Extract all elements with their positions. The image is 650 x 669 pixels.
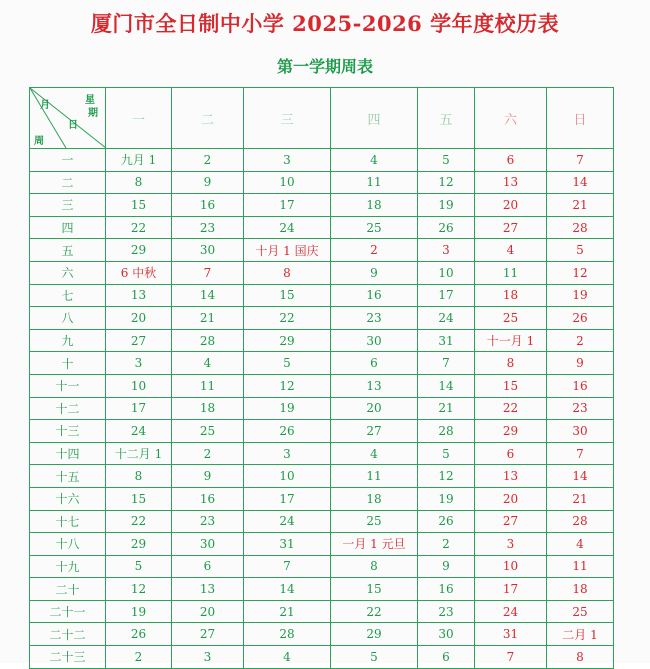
- date-cell: 21: [244, 600, 331, 623]
- date-cell: 30: [547, 420, 614, 443]
- date-cell: 2: [106, 646, 172, 669]
- date-cell: 19: [418, 194, 475, 217]
- date-cell: 3: [244, 149, 331, 172]
- date-cell: 29: [331, 623, 418, 646]
- table-row: [30, 623, 614, 646]
- date-cell: 27: [475, 510, 547, 533]
- week-number-cell: 十三: [30, 420, 106, 443]
- date-cell: 13: [475, 171, 547, 194]
- day-header-wed: 三: [244, 88, 331, 149]
- date-cell: 19: [418, 487, 475, 510]
- corner-header-cell: [30, 88, 106, 149]
- date-cell: 30: [418, 623, 475, 646]
- date-cell: 9: [331, 261, 418, 284]
- date-cell: 9: [418, 555, 475, 578]
- date-cell: 9: [172, 171, 244, 194]
- date-cell: 22: [106, 510, 172, 533]
- date-cell: 16: [418, 578, 475, 601]
- week-number-cell: 二十二: [30, 623, 106, 646]
- day-header-mon: 一: [106, 88, 172, 149]
- table-row: [30, 420, 614, 443]
- date-cell: 十二月 1: [106, 442, 172, 465]
- date-cell: 2: [331, 239, 418, 262]
- date-cell: 9: [172, 465, 244, 488]
- table-row: [30, 307, 614, 330]
- date-cell: 16: [172, 194, 244, 217]
- date-cell: 8: [244, 261, 331, 284]
- date-cell: 16: [547, 374, 614, 397]
- date-cell: 31: [475, 623, 547, 646]
- date-cell: 26: [244, 420, 331, 443]
- date-cell: 27: [106, 329, 172, 352]
- date-cell: 29: [106, 239, 172, 262]
- date-cell: 15: [106, 487, 172, 510]
- table-row: [30, 442, 614, 465]
- date-cell: 22: [475, 397, 547, 420]
- date-cell: 5: [418, 442, 475, 465]
- week-number-cell: 二: [30, 171, 106, 194]
- date-cell: 13: [106, 284, 172, 307]
- corner-label-week: 周: [34, 136, 44, 147]
- week-number-cell: 十七: [30, 510, 106, 533]
- date-cell: 17: [244, 487, 331, 510]
- date-cell: 3: [244, 442, 331, 465]
- date-cell: 24: [475, 600, 547, 623]
- date-cell: 4: [172, 352, 244, 375]
- date-cell: 31: [244, 533, 331, 556]
- date-cell: 6: [475, 149, 547, 172]
- date-cell: 20: [475, 194, 547, 217]
- date-cell: 九月 1: [106, 149, 172, 172]
- date-cell: 15: [475, 374, 547, 397]
- week-number-cell: 七: [30, 284, 106, 307]
- week-number-cell: 二十: [30, 578, 106, 601]
- date-cell: 2: [172, 442, 244, 465]
- date-cell: 23: [331, 307, 418, 330]
- date-cell: 23: [172, 510, 244, 533]
- date-cell: 4: [547, 533, 614, 556]
- date-cell: 20: [106, 307, 172, 330]
- date-cell: 18: [475, 284, 547, 307]
- date-cell: 21: [172, 307, 244, 330]
- date-cell: 8: [475, 352, 547, 375]
- date-cell: 5: [418, 149, 475, 172]
- date-cell: 14: [172, 284, 244, 307]
- date-cell: 18: [547, 578, 614, 601]
- date-cell: 26: [106, 623, 172, 646]
- week-number-cell: 一: [30, 149, 106, 172]
- date-cell: 8: [106, 465, 172, 488]
- date-cell: 16: [331, 284, 418, 307]
- week-number-cell: 十六: [30, 487, 106, 510]
- date-cell: 31: [418, 329, 475, 352]
- date-cell: 22: [331, 600, 418, 623]
- date-cell: 25: [172, 420, 244, 443]
- date-cell: 15: [244, 284, 331, 307]
- table-row: [30, 329, 614, 352]
- date-cell: 29: [106, 533, 172, 556]
- table-row: [30, 261, 614, 284]
- date-cell: 28: [244, 623, 331, 646]
- day-header-thu: 四: [331, 88, 418, 149]
- table-row: [30, 239, 614, 262]
- date-cell: 3: [418, 239, 475, 262]
- date-cell: 6 中秋: [106, 261, 172, 284]
- date-cell: 3: [475, 533, 547, 556]
- date-cell: 2: [418, 533, 475, 556]
- date-cell: 4: [331, 149, 418, 172]
- day-header-sat: 六: [475, 88, 547, 149]
- date-cell: 4: [475, 239, 547, 262]
- corner-label-weekday-1: 星: [85, 95, 95, 106]
- date-cell: 27: [331, 420, 418, 443]
- date-cell: 7: [244, 555, 331, 578]
- date-cell: 24: [418, 307, 475, 330]
- week-number-cell: 五: [30, 239, 106, 262]
- date-cell: 8: [106, 171, 172, 194]
- header-row: [30, 88, 614, 149]
- date-cell: 11: [331, 465, 418, 488]
- date-cell: 11: [547, 555, 614, 578]
- corner-label-day: 日: [68, 120, 78, 131]
- date-cell: 12: [106, 578, 172, 601]
- date-cell: 28: [172, 329, 244, 352]
- date-cell: 30: [172, 533, 244, 556]
- date-cell: 19: [547, 284, 614, 307]
- date-cell: 17: [418, 284, 475, 307]
- date-cell: 9: [547, 352, 614, 375]
- calendar-body: [30, 149, 614, 669]
- date-cell: 十月 1 国庆: [244, 239, 331, 262]
- week-number-cell: 十: [30, 352, 106, 375]
- date-cell: 13: [331, 374, 418, 397]
- date-cell: 11: [172, 374, 244, 397]
- date-cell: 二月 1: [547, 623, 614, 646]
- date-cell: 6: [475, 442, 547, 465]
- date-cell: 10: [244, 465, 331, 488]
- table-row: [30, 646, 614, 669]
- date-cell: 3: [172, 646, 244, 669]
- date-cell: 25: [331, 216, 418, 239]
- date-cell: 23: [418, 600, 475, 623]
- date-cell: 15: [331, 578, 418, 601]
- date-cell: 7: [418, 352, 475, 375]
- date-cell: 8: [547, 646, 614, 669]
- table-row: [30, 149, 614, 172]
- table-row: [30, 510, 614, 533]
- date-cell: 23: [547, 397, 614, 420]
- date-cell: 17: [106, 397, 172, 420]
- day-header-sun: 日: [547, 88, 614, 149]
- date-cell: 10: [475, 555, 547, 578]
- date-cell: 26: [418, 510, 475, 533]
- date-cell: 15: [106, 194, 172, 217]
- date-cell: 10: [106, 374, 172, 397]
- date-cell: 12: [418, 465, 475, 488]
- date-cell: 13: [172, 578, 244, 601]
- date-cell: 5: [106, 555, 172, 578]
- date-cell: 28: [547, 216, 614, 239]
- week-number-cell: 九: [30, 329, 106, 352]
- table-row: [30, 578, 614, 601]
- date-cell: 12: [418, 171, 475, 194]
- date-cell: 21: [547, 194, 614, 217]
- date-cell: 19: [106, 600, 172, 623]
- table-row: [30, 171, 614, 194]
- date-cell: 14: [547, 465, 614, 488]
- date-cell: 23: [172, 216, 244, 239]
- date-cell: 5: [331, 646, 418, 669]
- date-cell: 17: [475, 578, 547, 601]
- date-cell: 24: [244, 510, 331, 533]
- week-number-cell: 十八: [30, 533, 106, 556]
- date-cell: 21: [418, 397, 475, 420]
- date-cell: 5: [547, 239, 614, 262]
- date-cell: 29: [475, 420, 547, 443]
- table-row: [30, 194, 614, 217]
- table-row: [30, 487, 614, 510]
- date-cell: 20: [331, 397, 418, 420]
- date-cell: 18: [331, 194, 418, 217]
- page-subtitle: 第一学期周表: [276, 57, 373, 76]
- date-cell: 7: [547, 442, 614, 465]
- date-cell: 10: [418, 261, 475, 284]
- date-cell: 12: [244, 374, 331, 397]
- date-cell: 25: [475, 307, 547, 330]
- date-cell: 27: [172, 623, 244, 646]
- date-cell: 6: [331, 352, 418, 375]
- table-row: [30, 465, 614, 488]
- week-number-cell: 六: [30, 261, 106, 284]
- week-number-cell: 十二: [30, 397, 106, 420]
- week-number-cell: 四: [30, 216, 106, 239]
- date-cell: 14: [418, 374, 475, 397]
- corner-label-weekday-2: 期: [88, 108, 98, 119]
- week-number-cell: 十四: [30, 442, 106, 465]
- date-cell: 11: [475, 261, 547, 284]
- week-number-cell: 十一: [30, 374, 106, 397]
- date-cell: 30: [172, 239, 244, 262]
- date-cell: 21: [547, 487, 614, 510]
- date-cell: 25: [331, 510, 418, 533]
- week-number-cell: 八: [30, 307, 106, 330]
- week-number-cell: 二十三: [30, 646, 106, 669]
- table-row: [30, 216, 614, 239]
- date-cell: 6: [418, 646, 475, 669]
- day-header-fri: 五: [418, 88, 475, 149]
- table-row: [30, 555, 614, 578]
- week-number-cell: 十五: [30, 465, 106, 488]
- table-row: [30, 284, 614, 307]
- date-cell: 20: [172, 600, 244, 623]
- date-cell: 4: [331, 442, 418, 465]
- date-cell: 10: [244, 171, 331, 194]
- date-cell: 5: [244, 352, 331, 375]
- date-cell: 26: [547, 307, 614, 330]
- page-title: 厦门市全日制中小学 2025-2026 学年度校历表: [90, 11, 560, 36]
- date-cell: 3: [106, 352, 172, 375]
- date-cell: 30: [331, 329, 418, 352]
- date-cell: 11: [331, 171, 418, 194]
- date-cell: 14: [244, 578, 331, 601]
- week-number-cell: 二十一: [30, 600, 106, 623]
- date-cell: 18: [331, 487, 418, 510]
- date-cell: 19: [244, 397, 331, 420]
- date-cell: 17: [244, 194, 331, 217]
- table-row: [30, 600, 614, 623]
- day-header-tue: 二: [172, 88, 244, 149]
- date-cell: 28: [418, 420, 475, 443]
- date-cell: 27: [475, 216, 547, 239]
- date-cell: 2: [172, 149, 244, 172]
- date-cell: 14: [547, 171, 614, 194]
- date-cell: 24: [244, 216, 331, 239]
- date-cell: 22: [244, 307, 331, 330]
- date-cell: 7: [172, 261, 244, 284]
- table-row: [30, 352, 614, 375]
- date-cell: 7: [475, 646, 547, 669]
- date-cell: 一月 1 元旦: [331, 533, 418, 556]
- date-cell: 16: [172, 487, 244, 510]
- date-cell: 18: [172, 397, 244, 420]
- date-cell: 6: [172, 555, 244, 578]
- date-cell: 26: [418, 216, 475, 239]
- date-cell: 20: [475, 487, 547, 510]
- date-cell: 25: [547, 600, 614, 623]
- table-row: [30, 533, 614, 556]
- table-row: [30, 374, 614, 397]
- date-cell: 13: [475, 465, 547, 488]
- date-cell: 4: [244, 646, 331, 669]
- date-cell: 8: [331, 555, 418, 578]
- date-cell: 24: [106, 420, 172, 443]
- week-number-cell: 三: [30, 194, 106, 217]
- school-calendar-table: [29, 87, 614, 669]
- date-cell: 2: [547, 329, 614, 352]
- date-cell: 7: [547, 149, 614, 172]
- date-cell: 12: [547, 261, 614, 284]
- date-cell: 22: [106, 216, 172, 239]
- date-cell: 29: [244, 329, 331, 352]
- date-cell: 28: [547, 510, 614, 533]
- table-row: [30, 397, 614, 420]
- date-cell: 十一月 1: [475, 329, 547, 352]
- week-number-cell: 十九: [30, 555, 106, 578]
- corner-label-month: 月: [40, 100, 50, 111]
